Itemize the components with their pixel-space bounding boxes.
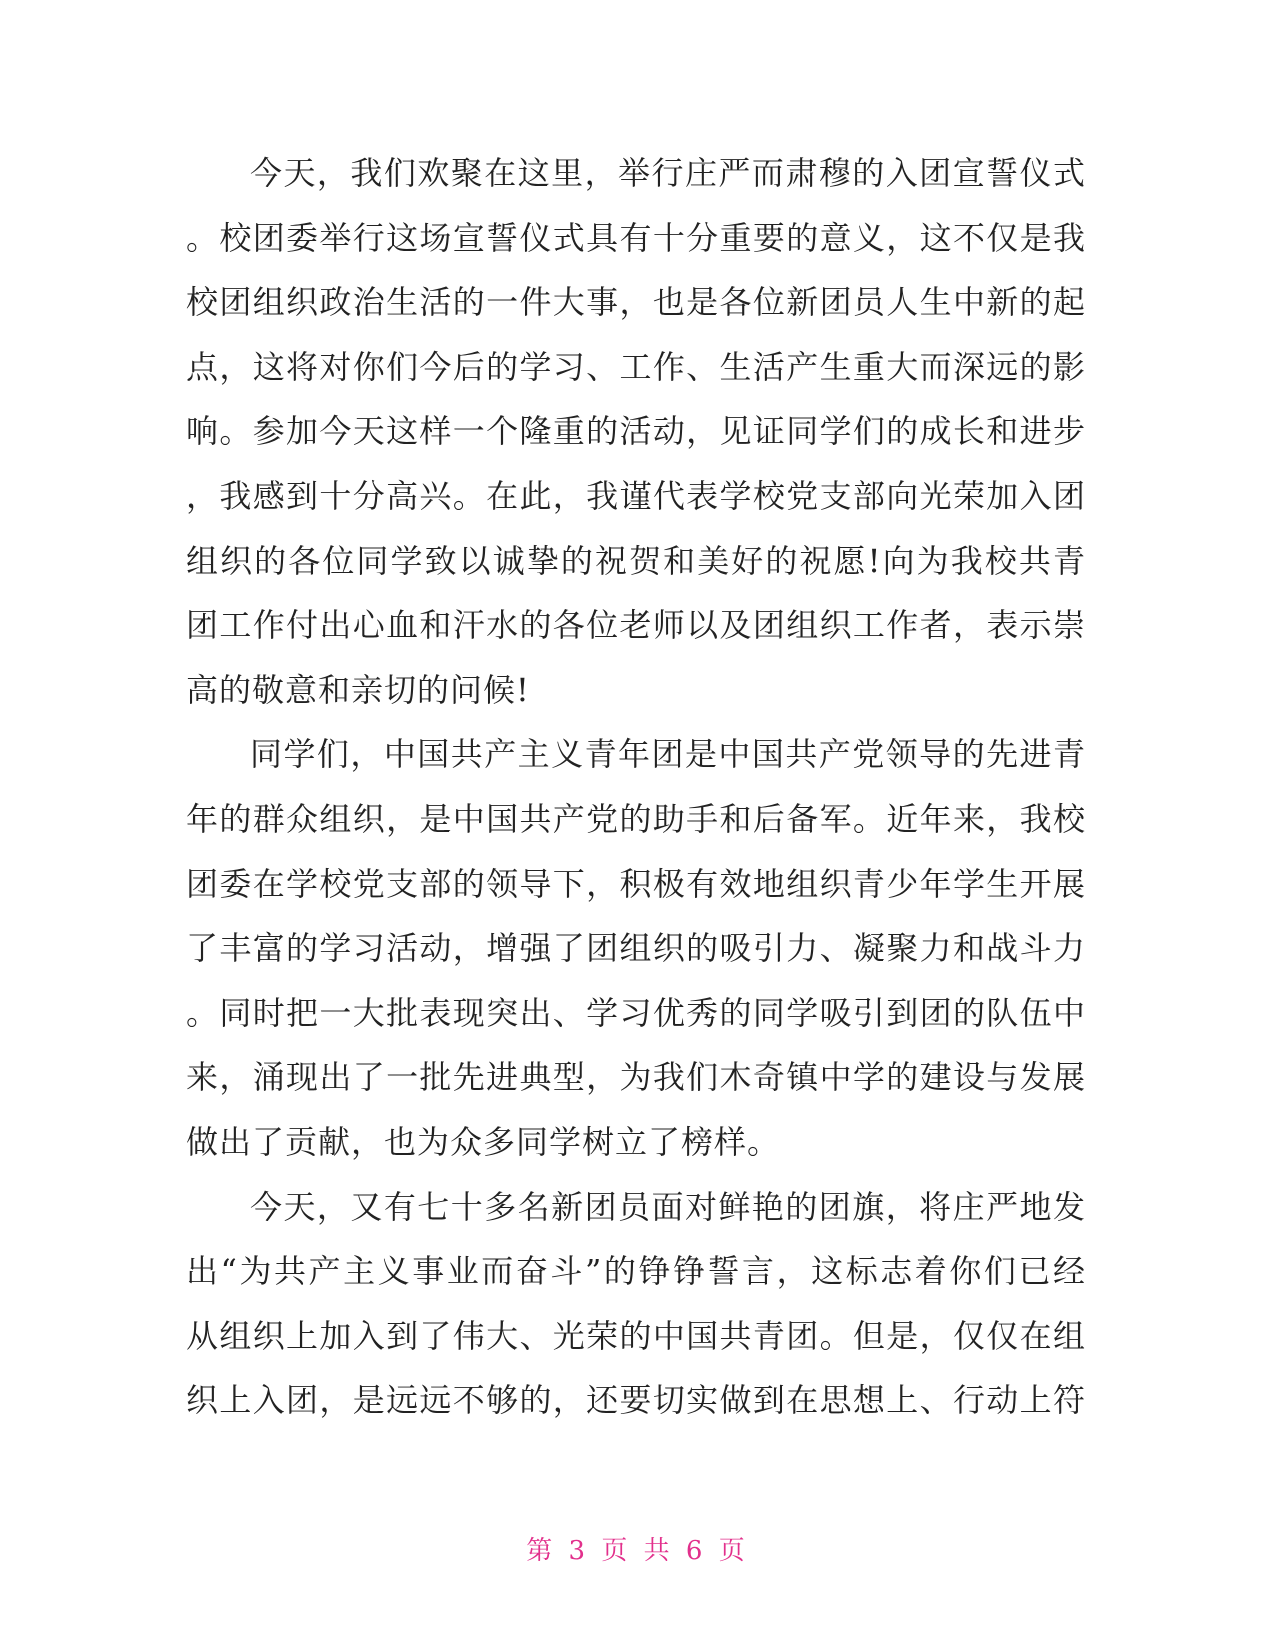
text-line: 做出了贡献，也为众多同学树立了榜样。 [186,1122,781,1161]
text-line: 团委在学校党支部的领导下，积极有效地组织青少年学生开展 [186,864,1086,903]
paragraph-2 [186,722,1086,1174]
text-line: 团工作付出心血和汗水的各位老师以及团组织工作者，表示崇 [186,606,1086,645]
paragraph-3 [186,1175,1086,1433]
text-line: 出“为共产主义事业而奋斗”的铮铮誓言，这标志着你们已经 [186,1252,1086,1291]
text-line: 年的群众组织，是中国共产党的助手和后备军。近年来，我校 [186,799,1086,838]
text-line: ，我感到十分高兴。在此，我谨代表学校党支部向光荣加入团 [186,476,1086,515]
text-line: 同学们，中国共产主义青年团是中国共产党领导的先进青 [250,735,1086,774]
text-line: 今天，我们欢聚在这里，举行庄严而肃穆的入团宣誓仪式 [250,154,1086,192]
text-line: 组织的各位同学致以诚挚的祝贺和美好的祝愿!向为我校共青 [186,541,1086,580]
text-line: 响。参加今天这样一个隆重的活动，见证同学们的成长和进步 [186,412,1086,451]
text-line: 来，涌现出了一批先进典型，为我们木奇镇中学的建设与发展 [186,1058,1086,1097]
text-line: 校团组织政治生活的一件大事，也是各位新团员人生中新的起 [186,283,1086,322]
text-line: 今天，又有七十多名新团员面对鲜艳的团旗，将庄严地发 [250,1187,1086,1226]
text-line: 织上入团，是远远不够的，还要切实做到在思想上、行动上符 [186,1381,1086,1420]
text-line: 高的敬意和亲切的问候! [186,670,530,709]
text-line: 从组织上加入到了伟大、光荣的中国共青团。但是，仅仅在组 [186,1316,1086,1355]
paragraph-1 [186,141,1086,722]
page-number-footer: 第 3 页 共 6 页 [526,1536,749,1566]
text-line: 。校团委举行这场宣誓仪式具有十分重要的意义，这不仅是我 [186,218,1086,257]
text-line: 。同时把一大批表现突出、学习优秀的同学吸引到团的队伍中 [186,993,1086,1032]
text-line: 了丰富的学习活动，增强了团组织的吸引力、凝聚力和战斗力 [186,929,1086,968]
text-line: 点，这将对你们今后的学习、工作、生活产生重大而深远的影 [186,347,1086,386]
document-body [186,141,1086,1433]
